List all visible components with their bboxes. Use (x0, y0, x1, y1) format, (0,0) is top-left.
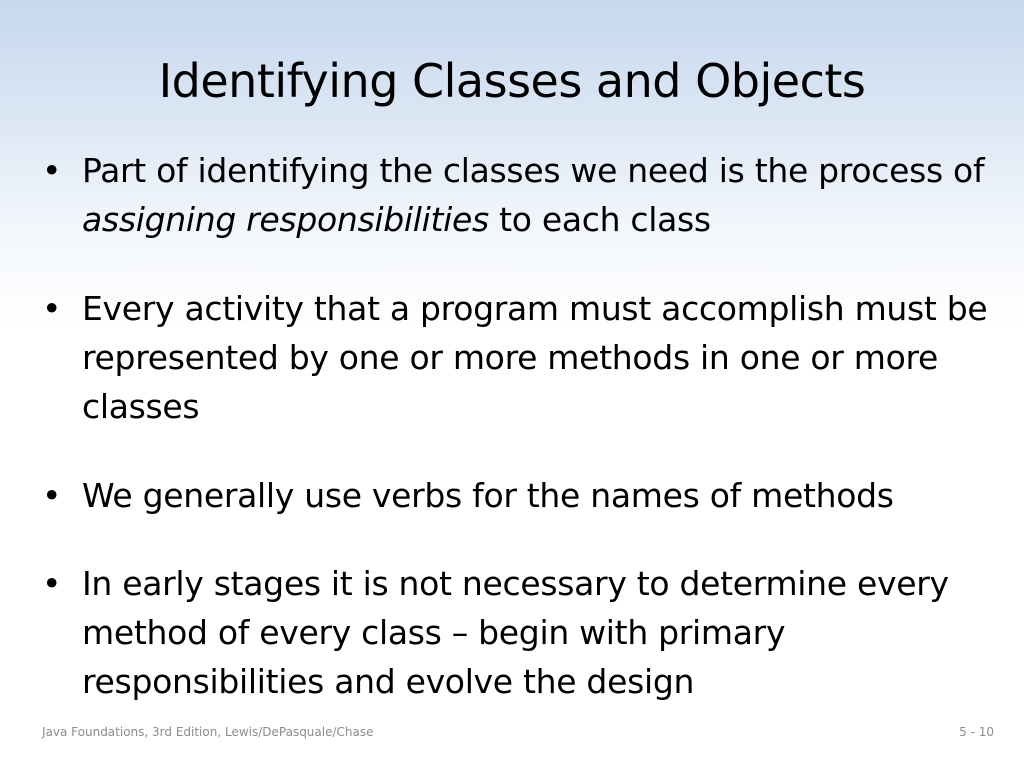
bullet-dot-icon: • (42, 476, 62, 515)
bullet-item (42, 559, 1012, 706)
bullet-item (42, 146, 1012, 244)
bullet-text-post: to each class (488, 200, 711, 239)
bullet-text: In early stages it is not necessary to determine every method of every class – begin with primary responsibilities and evolve the design (82, 564, 949, 701)
slide-title: Identifying Classes and Objects (158, 54, 866, 108)
bullet-dot-icon: • (42, 289, 62, 328)
page-number: 5 - 10 (959, 725, 994, 739)
bullet-text-pre: Part of identifying the classes we need is the process of (82, 151, 985, 190)
bullet-item (42, 471, 1012, 520)
bullet-item (42, 284, 1012, 431)
bullet-list (42, 146, 1012, 706)
slide-footer: Java Foundations, 3rd Edition, Lewis/DePasquale/Chase (42, 725, 374, 739)
bullet-text: We generally use verbs for the names of methods (82, 476, 894, 515)
bullet-dot-icon: • (42, 151, 62, 190)
bullet-text: Every activity that a program must accomplish must be represented by one or more methods in one or more classes (82, 289, 988, 426)
bullet-dot-icon: • (42, 564, 62, 603)
bullet-text-emphasis: assigning responsibilities (82, 200, 489, 239)
